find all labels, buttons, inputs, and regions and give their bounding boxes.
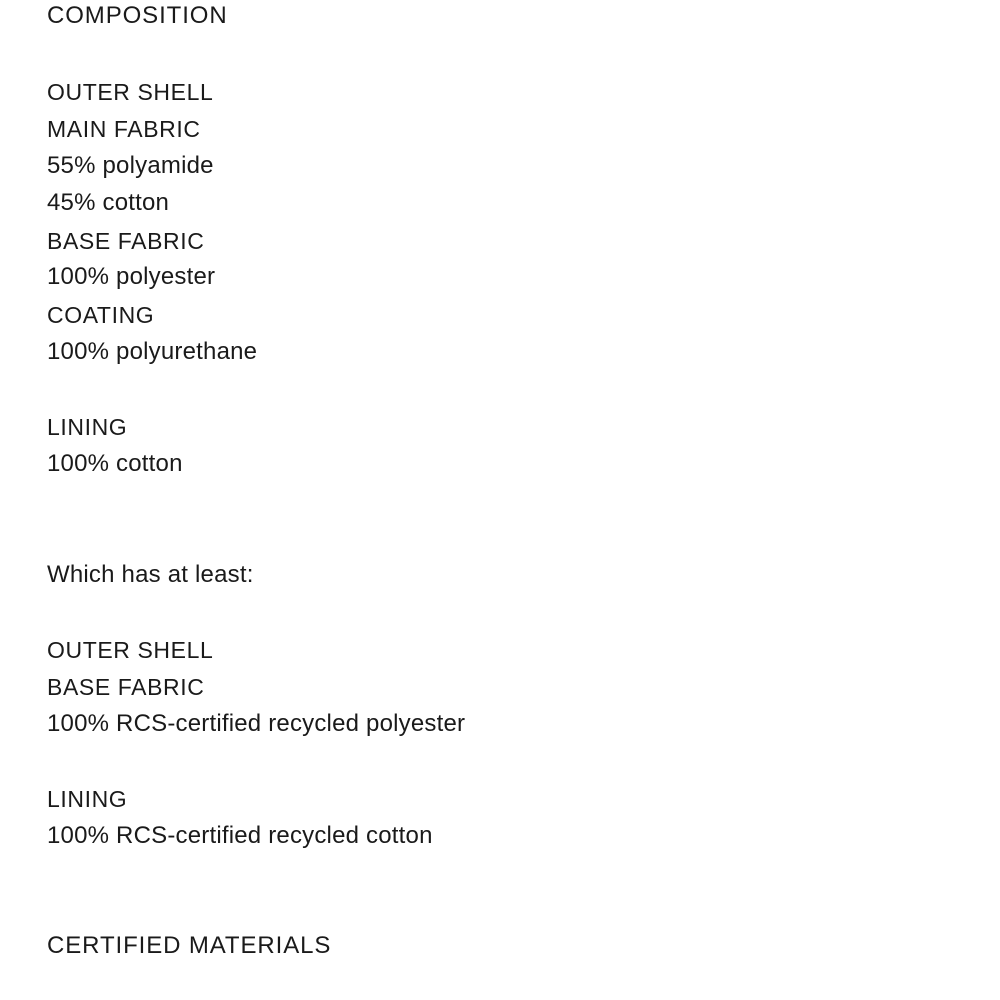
lining-material: 100% cotton — [47, 450, 183, 477]
recycled-intro: Which has at least: — [47, 561, 254, 588]
outer-shell-label: OUTER SHELL — [47, 79, 214, 105]
base-fabric-material: 100% polyester — [47, 263, 216, 290]
coating-material: 100% polyurethane — [47, 338, 258, 365]
recycled-base-fabric-material: 100% RCS-certified recycled polyester — [47, 710, 466, 737]
recycled-outer-shell-label: OUTER SHELL — [47, 637, 214, 663]
main-fabric-material-1: 55% polyamide — [47, 152, 214, 179]
base-fabric-label: BASE FABRIC — [47, 228, 205, 254]
recycled-lining-material: 100% RCS-certified recycled cotton — [47, 822, 433, 849]
certified-materials-heading: CERTIFIED MATERIALS — [47, 932, 332, 959]
coating-label: COATING — [47, 302, 155, 328]
main-fabric-material-2: 45% cotton — [47, 189, 170, 216]
recycled-base-fabric-label: BASE FABRIC — [47, 674, 205, 700]
recycled-lining-label: LINING — [47, 786, 128, 812]
lining-label: LINING — [47, 414, 128, 440]
composition-heading: COMPOSITION — [47, 2, 228, 29]
main-fabric-label: MAIN FABRIC — [47, 116, 201, 142]
